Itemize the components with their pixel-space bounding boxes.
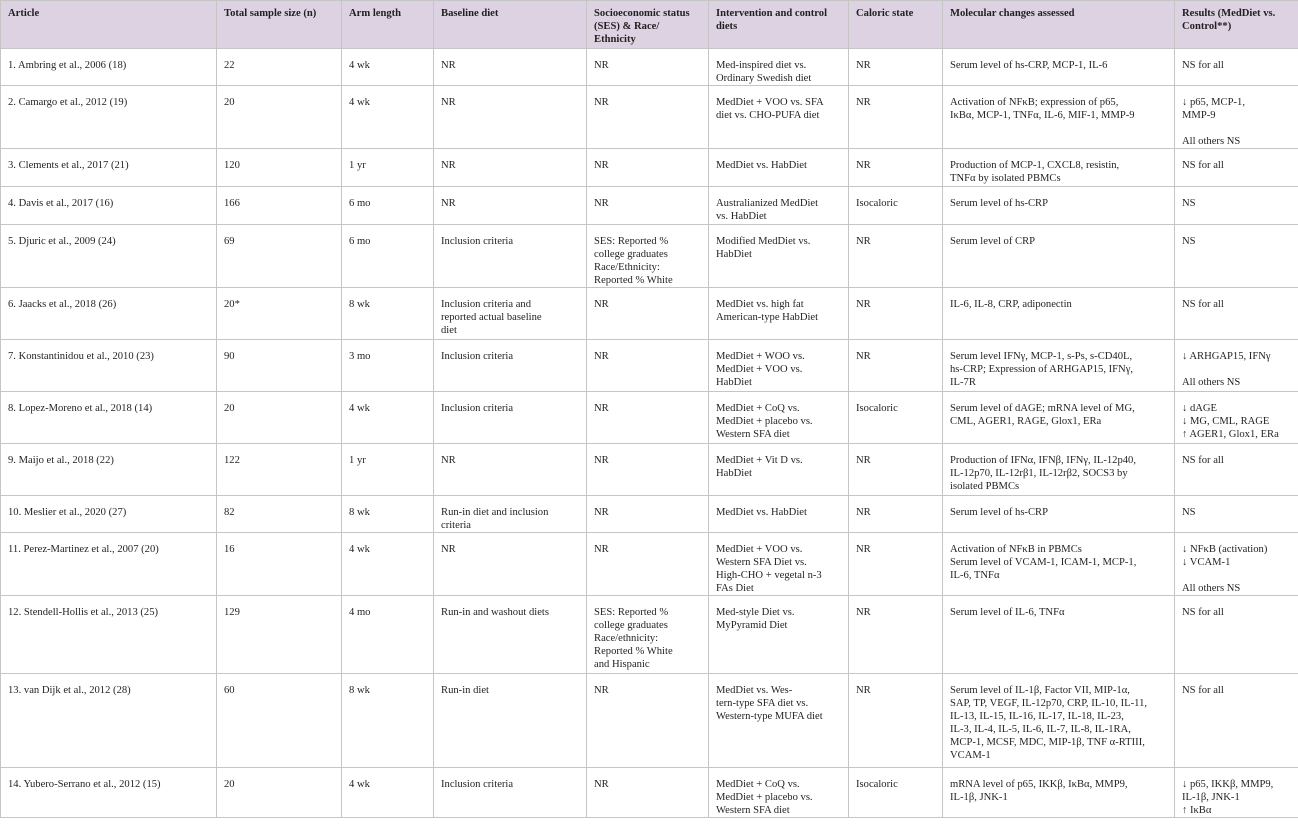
cell-ses-race <box>587 533 709 596</box>
cell-line: hs-CRP; Expression of ARHGAP15, IFNγ, <box>950 364 1134 375</box>
cell-line: isolated PBMCs <box>950 481 1020 492</box>
cell-results <box>1175 392 1298 444</box>
cell-line: MedDiet + VOO vs. <box>716 364 803 375</box>
cell-line: HabDiet <box>716 377 752 388</box>
cell-line: FAs Diet <box>716 583 754 594</box>
cell-line: NR <box>441 455 456 466</box>
cell-sample-size: 20 <box>217 392 342 444</box>
cell-line: MedDiet vs. HabDiet <box>716 507 807 518</box>
cell-molecular-changes <box>943 340 1175 392</box>
cell-results <box>1175 187 1298 225</box>
cell-line: Ordinary Swedish diet <box>716 73 812 84</box>
cell-article: 14. Yubero-Serrano et al., 2012 (15) <box>1 768 217 818</box>
cell-arm-length: 3 mo <box>342 340 434 392</box>
cell-intervention <box>709 768 849 818</box>
header-baseline-diet: Baseline diet <box>434 1 587 49</box>
cell-line: MedDiet + placebo vs. <box>716 792 813 803</box>
cell-ses-race <box>587 225 709 288</box>
cell-sample-size: 20* <box>217 288 342 340</box>
cell-arm-length: 4 mo <box>342 596 434 674</box>
cell-line: ↓ dAGE <box>1182 403 1218 414</box>
cell-line: MyPyramid Diet <box>716 620 788 631</box>
cell-results <box>1175 86 1298 149</box>
cell-article: 12. Stendell-Hollis et al., 2013 (25) <box>1 596 217 674</box>
cell-article: 7. Konstantinidou et al., 2010 (23) <box>1 340 217 392</box>
header-intervention: Intervention and control diets <box>709 1 849 49</box>
cell-caloric-state: NR <box>849 49 943 86</box>
cell-line: diet <box>441 325 457 336</box>
cell-line: IL-1β, JNK-1 <box>950 792 1008 803</box>
cell-line: NR <box>594 198 609 209</box>
cell-arm-length: 1 yr <box>342 444 434 496</box>
cell-line: MCP-1, MCSF, MDC, MIP-1β, TNF α-RTIII, <box>950 737 1145 748</box>
cell-baseline-diet <box>434 444 587 496</box>
cell-caloric-state: NR <box>849 444 943 496</box>
cell-line: NS for all <box>1182 160 1224 171</box>
cell-caloric-state: NR <box>849 533 943 596</box>
cell-line: Med-style Diet vs. <box>716 607 795 618</box>
cell-line: MedDiet + CoQ vs. <box>716 779 800 790</box>
cell-line: IL-12p70, IL-12rβ1, IL-12rβ2, SOCS3 by <box>950 468 1128 479</box>
cell-line: MMP-9 <box>1182 110 1216 121</box>
cell-line: Australianized MedDiet <box>716 198 819 209</box>
cell-line: All others NS <box>1182 136 1241 147</box>
cell-line: MedDiet vs. high fat <box>716 299 804 310</box>
cell-results <box>1175 533 1298 596</box>
cell-sample-size: 122 <box>217 444 342 496</box>
cell-sample-size: 69 <box>217 225 342 288</box>
cell-caloric-state: Isocaloric <box>849 392 943 444</box>
cell-line: Inclusion criteria <box>441 351 514 362</box>
cell-line <box>1182 569 1291 582</box>
cell-arm-length: 1 yr <box>342 149 434 187</box>
cell-intervention <box>709 596 849 674</box>
cell-line: IL-6, TNFα <box>950 570 1000 581</box>
cell-line: Serum level of dAGE; mRNA level of MG, <box>950 403 1135 414</box>
cell-line: ↓ p65, MCP-1, <box>1182 97 1245 108</box>
cell-line: ↑ IκBα <box>1182 805 1212 816</box>
table-row <box>1 225 1298 288</box>
cell-line: NS for all <box>1182 60 1224 71</box>
cell-arm-length: 4 wk <box>342 768 434 818</box>
cell-ses-race <box>587 86 709 149</box>
cell-line <box>1182 363 1291 376</box>
cell-article: 3. Clements et al., 2017 (21) <box>1 149 217 187</box>
cell-line: ↓ VCAM-1 <box>1182 557 1231 568</box>
cell-line: Serum level of IL-1β, Factor VII, MIP-1α, <box>950 685 1130 696</box>
cell-line: NR <box>594 160 609 171</box>
table-row <box>1 596 1298 674</box>
cell-molecular-changes <box>943 49 1175 86</box>
cell-sample-size: 22 <box>217 49 342 86</box>
cell-line: Race/ethnicity: <box>594 633 659 644</box>
cell-sample-size: 120 <box>217 149 342 187</box>
cell-arm-length: 8 wk <box>342 674 434 768</box>
cell-intervention <box>709 444 849 496</box>
cell-line: CML, AGER1, RAGE, Glox1, ERa <box>950 416 1102 427</box>
cell-results <box>1175 596 1298 674</box>
cell-line: MedDiet + VOO vs. SFA <box>716 97 824 108</box>
cell-baseline-diet <box>434 49 587 86</box>
cell-line: Serum level of hs-CRP, MCP-1, IL-6 <box>950 60 1108 71</box>
cell-line: ↑ AGER1, Glox1, ERa <box>1182 429 1279 440</box>
cell-line: MedDiet vs. HabDiet <box>716 160 807 171</box>
cell-intervention <box>709 49 849 86</box>
cell-line: HabDiet <box>716 249 752 260</box>
cell-line: tern-type SFA diet vs. <box>716 698 809 709</box>
cell-line: reported actual baseline <box>441 312 542 323</box>
cell-line: SES: Reported % <box>594 236 669 247</box>
cell-intervention <box>709 86 849 149</box>
cell-line: Inclusion criteria <box>441 403 514 414</box>
cell-line: All others NS <box>1182 583 1241 594</box>
cell-line: NR <box>441 97 456 108</box>
cell-line: SAP, TP, VEGF, IL-12p70, CRP, IL-10, IL-11, <box>950 698 1148 709</box>
table-row <box>1 149 1298 187</box>
cell-caloric-state: NR <box>849 225 943 288</box>
cell-caloric-state: NR <box>849 288 943 340</box>
cell-line: American-type HabDiet <box>716 312 819 323</box>
table-row <box>1 49 1298 86</box>
table-row <box>1 444 1298 496</box>
cell-baseline-diet <box>434 288 587 340</box>
cell-line: Inclusion criteria <box>441 236 514 247</box>
cell-ses-race <box>587 674 709 768</box>
cell-arm-length: 6 mo <box>342 187 434 225</box>
cell-line: MedDiet + VOO vs. <box>716 544 803 555</box>
table-row <box>1 496 1298 533</box>
cell-sample-size: 82 <box>217 496 342 533</box>
cell-line <box>1182 122 1291 135</box>
cell-caloric-state: Isocaloric <box>849 768 943 818</box>
cell-line: NR <box>594 685 609 696</box>
cell-line: NS for all <box>1182 607 1224 618</box>
cell-line: Serum level of hs-CRP <box>950 198 1048 209</box>
cell-line: HabDiet <box>716 468 752 479</box>
cell-baseline-diet <box>434 674 587 768</box>
cell-line: NR <box>594 544 609 555</box>
cell-results <box>1175 149 1298 187</box>
cell-ses-race <box>587 444 709 496</box>
cell-baseline-diet <box>434 533 587 596</box>
cell-caloric-state: NR <box>849 596 943 674</box>
cell-sample-size: 166 <box>217 187 342 225</box>
cell-molecular-changes <box>943 596 1175 674</box>
cell-line: Serum level of hs-CRP <box>950 507 1048 518</box>
cell-article: 13. van Dijk et al., 2012 (28) <box>1 674 217 768</box>
cell-line: Inclusion criteria <box>441 779 514 790</box>
cell-line: NR <box>594 299 609 310</box>
cell-results <box>1175 444 1298 496</box>
cell-article: 11. Perez-Martinez et al., 2007 (20) <box>1 533 217 596</box>
cell-results <box>1175 768 1298 818</box>
cell-line: NR <box>594 60 609 71</box>
cell-line: NR <box>441 544 456 555</box>
cell-line: Western SFA diet <box>716 805 790 816</box>
header-ses-race: Socioeconomic status (SES) & Race/ Ethnicity <box>587 1 709 49</box>
cell-ses-race <box>587 49 709 86</box>
cell-line: NR <box>441 198 456 209</box>
cell-caloric-state: NR <box>849 496 943 533</box>
cell-ses-race <box>587 768 709 818</box>
cell-intervention <box>709 187 849 225</box>
cell-article: 9. Maijo et al., 2018 (22) <box>1 444 217 496</box>
cell-molecular-changes <box>943 187 1175 225</box>
cell-line: Production of MCP-1, CXCL8, resistin, <box>950 160 1120 171</box>
cell-line: Race/Ethnicity: <box>594 262 660 273</box>
cell-molecular-changes <box>943 444 1175 496</box>
cell-line: mRNA level of p65, IKKβ, IκBα, MMP9, <box>950 779 1128 790</box>
cell-results <box>1175 288 1298 340</box>
cell-sample-size: 20 <box>217 768 342 818</box>
cell-sample-size: 16 <box>217 533 342 596</box>
cell-line: NR <box>594 779 609 790</box>
cell-line: NS for all <box>1182 685 1224 696</box>
header-caloric-state: Caloric state <box>849 1 943 49</box>
cell-baseline-diet <box>434 340 587 392</box>
cell-caloric-state: NR <box>849 149 943 187</box>
header-row <box>1 1 1298 49</box>
cell-line: IL-1β, JNK-1 <box>1182 792 1240 803</box>
cell-line: Modified MedDiet vs. <box>716 236 811 247</box>
cell-arm-length: 4 wk <box>342 86 434 149</box>
cell-line: Western SFA diet <box>716 429 790 440</box>
cell-line: vs. HabDiet <box>716 211 767 222</box>
cell-molecular-changes <box>943 768 1175 818</box>
cell-line: college graduates <box>594 249 668 260</box>
cell-results <box>1175 49 1298 86</box>
cell-line: Serum level IFNγ, MCP-1, s-Ps, s-CD40L, <box>950 351 1133 362</box>
cell-line: Production of IFNα, IFNβ, IFNγ, IL-12p40, <box>950 455 1136 466</box>
cell-intervention <box>709 674 849 768</box>
cell-line: NS for all <box>1182 299 1224 310</box>
cell-intervention <box>709 225 849 288</box>
cell-line: MedDiet + Vit D vs. <box>716 455 803 466</box>
table-row <box>1 674 1298 768</box>
cell-line: High-CHO + vegetal n-3 <box>716 570 822 581</box>
cell-line: diet vs. CHO-PUFA diet <box>716 110 820 121</box>
cell-ses-race <box>587 496 709 533</box>
cell-molecular-changes <box>943 149 1175 187</box>
cell-line: ↓ MG, CML, RAGE <box>1182 416 1270 427</box>
cell-baseline-diet <box>434 596 587 674</box>
cell-molecular-changes <box>943 288 1175 340</box>
cell-line: MedDiet + placebo vs. <box>716 416 813 427</box>
cell-article: 2. Camargo et al., 2012 (19) <box>1 86 217 149</box>
cell-caloric-state: NR <box>849 674 943 768</box>
cell-molecular-changes <box>943 225 1175 288</box>
table-row <box>1 187 1298 225</box>
cell-baseline-diet <box>434 768 587 818</box>
cell-article: 10. Meslier et al., 2020 (27) <box>1 496 217 533</box>
cell-molecular-changes <box>943 674 1175 768</box>
cell-ses-race <box>587 340 709 392</box>
cell-baseline-diet <box>434 149 587 187</box>
cell-sample-size: 60 <box>217 674 342 768</box>
cell-arm-length: 8 wk <box>342 288 434 340</box>
header-article: Article <box>1 1 217 49</box>
cell-arm-length: 4 wk <box>342 392 434 444</box>
cell-arm-length: 4 wk <box>342 533 434 596</box>
cell-line: MedDiet + WOO vs. <box>716 351 805 362</box>
cell-molecular-changes <box>943 86 1175 149</box>
cell-line: IκBα, MCP-1, TNFα, IL-6, MIF-1, MMP-9 <box>950 110 1135 121</box>
table-row <box>1 768 1298 818</box>
cell-line: NR <box>441 60 456 71</box>
cell-baseline-diet <box>434 392 587 444</box>
cell-line: NR <box>594 507 609 518</box>
cell-line: MedDiet vs. Wes- <box>716 685 793 696</box>
cell-sample-size: 90 <box>217 340 342 392</box>
table-row <box>1 392 1298 444</box>
cell-baseline-diet <box>434 496 587 533</box>
cell-intervention <box>709 288 849 340</box>
cell-line: Western-type MUFA diet <box>716 711 823 722</box>
header-sample-size: Total sample size (n) <box>217 1 342 49</box>
cell-line: college graduates <box>594 620 668 631</box>
table-row <box>1 340 1298 392</box>
cell-intervention <box>709 496 849 533</box>
cell-ses-race <box>587 187 709 225</box>
cell-article: 4. Davis et al., 2017 (16) <box>1 187 217 225</box>
cell-line: IL-13, IL-15, IL-16, IL-17, IL-18, IL-23, <box>950 711 1124 722</box>
cell-line: NR <box>594 403 609 414</box>
cell-line: IL-6, IL-8, CRP, adiponectin <box>950 299 1072 310</box>
cell-line: Run-in diet <box>441 685 489 696</box>
cell-ses-race <box>587 149 709 187</box>
cell-line: Serum level of CRP <box>950 236 1036 247</box>
cell-line: NR <box>594 351 609 362</box>
cell-line: VCAM-1 <box>950 750 991 761</box>
cell-line: All others NS <box>1182 377 1241 388</box>
cell-molecular-changes <box>943 533 1175 596</box>
cell-line: Western SFA Diet vs. <box>716 557 807 568</box>
table-row <box>1 86 1298 149</box>
cell-line: NS for all <box>1182 455 1224 466</box>
cell-line: Med-inspired diet vs. <box>716 60 807 71</box>
cell-line: criteria <box>441 520 471 531</box>
cell-line: SES: Reported % <box>594 607 669 618</box>
cell-line: NR <box>441 160 456 171</box>
cell-line: Serum level of IL-6, TNFα <box>950 607 1065 618</box>
cell-caloric-state: NR <box>849 340 943 392</box>
cell-line: Serum level of VCAM-1, ICAM-1, MCP-1, <box>950 557 1137 568</box>
cell-article: 6. Jaacks et al., 2018 (26) <box>1 288 217 340</box>
cell-intervention <box>709 533 849 596</box>
cell-intervention <box>709 392 849 444</box>
cell-line: NS <box>1182 507 1196 518</box>
cell-baseline-diet <box>434 187 587 225</box>
cell-ses-race <box>587 288 709 340</box>
table-row <box>1 533 1298 596</box>
cell-intervention <box>709 149 849 187</box>
cell-line: Reported % White <box>594 646 673 657</box>
cell-line: Activation of NFκB in PBMCs <box>950 544 1082 555</box>
cell-line: IL-3, IL-4, IL-5, IL-6, IL-7, IL-8, IL-1RA, <box>950 724 1131 735</box>
cell-intervention <box>709 340 849 392</box>
cell-results <box>1175 340 1298 392</box>
cell-line: Run-in diet and inclusion <box>441 507 549 518</box>
cell-arm-length: 8 wk <box>342 496 434 533</box>
cell-line: MedDiet + CoQ vs. <box>716 403 800 414</box>
cell-sample-size: 20 <box>217 86 342 149</box>
cell-caloric-state: NR <box>849 86 943 149</box>
cell-baseline-diet <box>434 86 587 149</box>
cell-results <box>1175 674 1298 768</box>
cell-sample-size: 129 <box>217 596 342 674</box>
header-results: Results (MedDiet vs. Control**) <box>1175 1 1298 49</box>
cell-line: NR <box>594 97 609 108</box>
cell-molecular-changes <box>943 392 1175 444</box>
cell-ses-race <box>587 596 709 674</box>
cell-line: NS <box>1182 198 1196 209</box>
cell-line: Reported % White <box>594 275 673 286</box>
cell-caloric-state: Isocaloric <box>849 187 943 225</box>
cell-article: 8. Lopez-Moreno et al., 2018 (14) <box>1 392 217 444</box>
cell-article: 5. Djuric et al., 2009 (24) <box>1 225 217 288</box>
cell-line: Inclusion criteria and <box>441 299 532 310</box>
header-arm-length: Arm length <box>342 1 434 49</box>
table-row <box>1 288 1298 340</box>
cell-results <box>1175 225 1298 288</box>
cell-article: 1. Ambring et al., 2006 (18) <box>1 49 217 86</box>
cell-line: NR <box>594 455 609 466</box>
cell-line: NS <box>1182 236 1196 247</box>
cell-ses-race <box>587 392 709 444</box>
cell-molecular-changes <box>943 496 1175 533</box>
cell-results <box>1175 496 1298 533</box>
header-molecular-changes: Molecular changes assessed <box>943 1 1175 49</box>
cell-line: ↓ ARHGAP15, IFNγ <box>1182 351 1271 362</box>
cell-arm-length: 6 mo <box>342 225 434 288</box>
cell-line: ↓ p65, IKKβ, MMP9, <box>1182 779 1274 790</box>
cell-line: and Hispanic <box>594 659 650 670</box>
cell-line: TNFα by isolated PBMCs <box>950 173 1061 184</box>
cell-baseline-diet <box>434 225 587 288</box>
cell-line: ↓ NFκB (activation) <box>1182 544 1268 555</box>
cell-arm-length: 4 wk <box>342 49 434 86</box>
cell-line: Run-in and washout diets <box>441 607 549 618</box>
cell-line: Activation of NFκB; expression of p65, <box>950 97 1119 108</box>
cell-line: IL-7R <box>950 377 976 388</box>
